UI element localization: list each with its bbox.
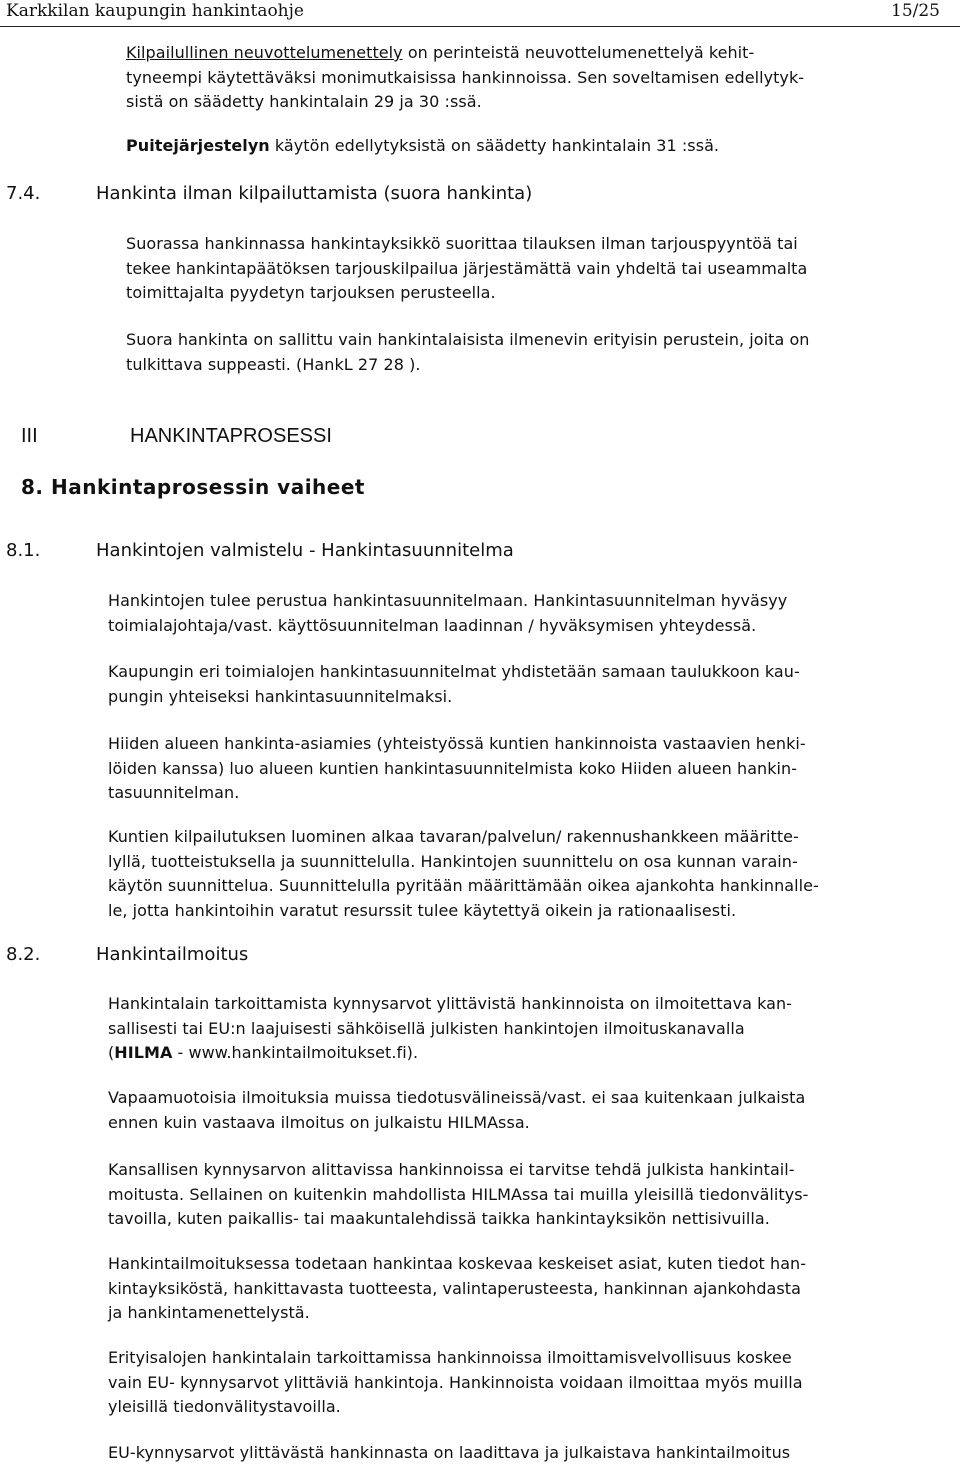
header-divider [0, 26, 960, 27]
s81-paragraph-1: Hankintojen tulee perustua hankintasuunnitelmaan. Hankintasuunnitelman hyväsyy toimialajohtaja/vast. käyttösuunnitelman laadinnan / hyväksymisen yhteydessä. [108, 591, 788, 635]
s82-paragraph-2: Vapaamuotoisia ilmoituksia muissa tiedotusvälineissä/vast. ei saa kuitenkaan julkaista ennen kuin vastaava ilmoitus on julkaistu HILMAssa. [108, 1088, 806, 1132]
section-heading: Hankinta ilman kilpailuttamista (suora hankinta) [96, 183, 533, 204]
s81-paragraph-2: Kaupungin eri toimialojen hankintasuunnitelmat yhdistetään samaan taulukkoon kau- pungin yhteiseksi hankintasuunnitelmaksi. [108, 662, 800, 706]
section-number: 8.2. [6, 944, 41, 965]
chapter-heading: 8. Hankintaprosessin vaiheet [21, 475, 365, 499]
s74-paragraph-2: Suora hankinta on sallittu vain hankintalaisista ilmenevin erityisin perustein, joita on tulkittava suppeasti. (HankL 27 28 ). [126, 330, 810, 374]
page-header [0, 0, 960, 26]
section-number: 8.1. [6, 540, 41, 561]
page-number: 15/25 [891, 1, 940, 21]
intro-paragraph-1: Kilpailullinen neuvottelumenettely on perinteistä neuvottelumenettelyä kehit- tyneempi käytettäväksi monimutkaisissa hankinnoissa. Sen soveltamisen edellytyk- sistä on säädetty hankintalain 29 ja 30 :ssä. [126, 43, 805, 111]
section-heading: Hankintojen valmistelu - Hankintasuunnitelma [96, 540, 514, 561]
s82-paragraph-6: EU-kynnysarvot ylittävästä hankinnasta on laadittava ja julkaistava hankintailmoitus [108, 1443, 791, 1462]
part-heading: HANKINTAPROSESSI [130, 425, 332, 447]
s82-paragraph-3: Kansallisen kynnysarvon alittavissa hankinnoissa ei tarvitse tehdä julkista hankintail- moitusta. Sellainen on kuitenkin mahdollista HILMAssa tai muilla yleisillä tiedonvälitys- tavoilla, kuten paikallis- tai maakuntalehdissä taikka hankintayksikön nettisivuilla. [108, 1160, 809, 1228]
intro-link[interactable]: Kilpailullinen neuvottelumenettely [126, 43, 403, 62]
s81-paragraph-4: Kuntien kilpailutuksen luominen alkaa tavaran/palvelun/ rakennushankkeen määritte- lyllä, tuotteistuksella ja suunnittelulla. Hankintojen suunnittelu on osa kunnan varain- käytön suunnittelua. Suunnittelulla pyritään määrittämään oikea ajankohta hankinnalle- le, jotta hankintoihin varatut resurssit tulee käytettyä oikein ja rationaalisesti. [108, 827, 819, 920]
section-number: 7.4. [6, 183, 41, 204]
s82-paragraph-5: Erityisalojen hankintalain tarkoittamissa hankinnoissa ilmoittamisvelvollisuus koskee vain EU- kynnysarvot ylittäviä hankintoja. Hankinnoista voidaan ilmoittaa myös muilla yleisillä tiedonvälitystavoilla. [108, 1348, 803, 1416]
part-number: III [21, 425, 38, 447]
s82-paragraph-1: Hankintalain tarkoittamista kynnysarvot ylittävistä hankinnoista on ilmoitettava kan- sallisesti tai EU:n laajuisesti sähköisellä julkisten hankintojen ilmoituskanavalla (HILMA - www.hankintailmoitukset.fi). [108, 994, 792, 1062]
intro-paragraph-2: Puitejärjestelyn käytön edellytyksistä on säädetty hankintalain 31 :ssä. [126, 136, 720, 155]
document-title: Karkkilan kaupungin hankintaohje [6, 1, 304, 21]
s82-paragraph-4: Hankintailmoituksessa todetaan hankintaa koskevaa keskeiset asiat, kuten tiedot han- kintayksiköstä, hankittavasta tuotteesta, valintaperusteesta, hankinnan ajankohdasta ja hankintamenettelystä. [108, 1254, 807, 1322]
s81-paragraph-3: Hiiden alueen hankinta-asiamies (yhteistyössä kuntien hankinnoista vastaavien henki- löiden kanssa) luo alueen kuntien hankintasuunnitelmista koko Hiiden alueen hankin- tasuunnitelman. [108, 734, 806, 802]
s74-paragraph-1: Suorassa hankinnassa hankintayksikkö suorittaa tilauksen ilman tarjouspyyntöä tai tekee hankintapäätöksen tarjouskilpailua järjestämättä vain yhdeltä tai useammalta toimittajalta pyydetyn tarjouksen perusteella. [126, 234, 808, 302]
section-heading: Hankintailmoitus [96, 944, 249, 965]
